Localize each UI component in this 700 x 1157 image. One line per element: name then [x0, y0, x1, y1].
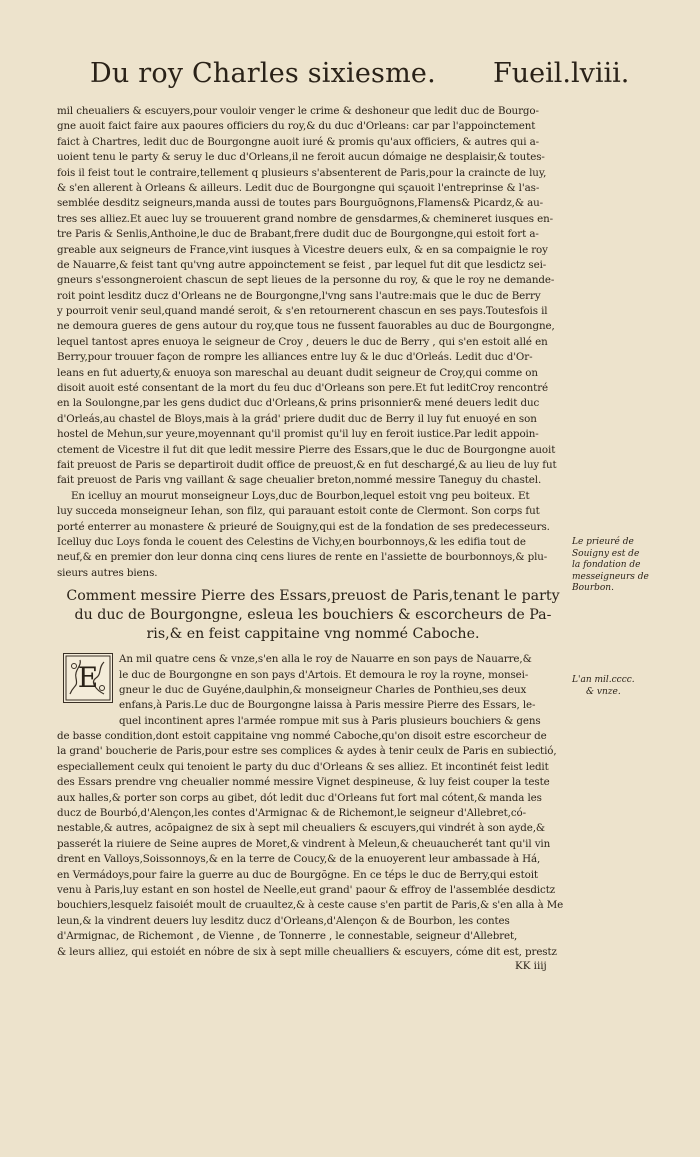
text-line: leans en fut aduerty,& enuoya son mareschal au deuant dudit seigneur de Croy,qui comme on	[57, 366, 538, 379]
text-line: d'Orleás,au chastel de Bloys,mais à la grád' priere dudit duc de Berry il luy fut enuoyé en son	[57, 412, 537, 425]
text-line: y pourroit venir seul,quand mandé seroit, & s'en retournerent chascun en ses pays.Toutesfois il	[57, 305, 548, 318]
catchword: KK iiij	[515, 959, 547, 972]
margin-note-line: la fondation de	[572, 560, 641, 570]
text-line: greable aux seigneurs de France,vint iusques à Vicestre deuers eulx, & en sa compaignie le roy	[57, 243, 548, 256]
text-block	[57, 104, 569, 975]
text-line: porté enterrer au monastere & prieuré de Souigny,qui est de la fondation de ses predecesseurs.	[57, 520, 550, 533]
text-line: d'Armignac, de Richemont , de Vienne , de Tonnerre , le connestable, seigneur d'Allebret,	[57, 930, 518, 943]
text-line: gne auoit faict faire aux paoures officiers du roy,& du duc d'Orleans: car par l'appoinctement	[57, 120, 536, 133]
text-line: sieurs autres biens.	[57, 566, 158, 579]
text-line: fait preuost de Paris se departiroit dudit office de preuost,& en fut deschargé,& au lieu de luy fut	[57, 458, 557, 471]
margin-note-souvigny	[572, 537, 664, 595]
text-line: ne demoura gueres de gens autour du roy,que tous ne fussent fauorables au duc de Bourgongne,	[57, 320, 555, 333]
text-line: mil cheualiers & escuyers,pour vouloir venger le crime & deshoneur que ledit duc de Bourgo-	[57, 105, 539, 117]
text-line: & s'en allerent à Orleans & ailleurs. Ledit duc de Bourgongne qui sçauoit l'entreprinse & l'as-	[57, 181, 540, 194]
text-line: An mil quatre cens & vnze,s'en alla le roy de Nauarre en son pays de Nauarre,&	[119, 653, 532, 666]
heading-line: ris,& en feist cappitaine vng nommé Caboche.	[146, 626, 480, 643]
text-line: gneurs s'essongneroient chascun de sept lieues de la personne du roy, & que le roy ne demande-	[57, 274, 555, 287]
text-line: roit point lesditz ducz d'Orleans ne de Bourgongne,l'vng sans l'autre:mais que le duc de Berry	[57, 289, 541, 302]
text-line: ctement de Vicestre il fut dit que ledit messire Pierre des Essars,que le duc de Bourgongne auoit	[57, 443, 556, 456]
catchword-row	[57, 960, 569, 975]
margin-note-line: Bourbon.	[572, 583, 614, 593]
text-line: fois il feist tout le contraire,tellement q plusieurs s'absenterent de Paris,pour la craincte de luy,	[57, 166, 547, 179]
text-line: Berry,pour trouuer façon de rompre les alliances entre luy & le duc d'Orleás. Ledit duc d'Or-	[57, 351, 533, 364]
paragraph-caboche	[57, 652, 569, 975]
initial-letter: E	[77, 661, 99, 695]
margin-note-year	[572, 675, 664, 698]
margin-note-line: Souigny est de	[572, 548, 640, 559]
text-line: semblée desditz seigneurs,manda aussi de toutes pars Bourguõgnons,Flamens& Picardz,& au-	[57, 197, 544, 210]
text-line: enfans,à Paris.Le duc de Bourgongne laissa à Paris messire Pierre des Essars, le-	[119, 699, 536, 712]
text-line: aux halles,& porter son corps au gibet, dót ledit duc d'Orleans fut fort mal cótent,& manda les	[57, 791, 542, 804]
decorated-initial	[63, 653, 113, 703]
heading-line: du duc de Bourgongne, esleua les bouchiers & escorcheurs de Pa-	[74, 607, 552, 624]
text-line: disoit auoit esté consentant de la mort du feu duc d'Orleans son pere.Et fut leditCroy rencontré	[57, 382, 549, 395]
text-line: lequel tantost apres enuoya le seigneur de Croy , deuers le duc de Berry , qui s'en estoit allé en	[57, 335, 548, 348]
text-line: drent en Valloys,Soissonnoys,& en la terre de Coucy,& de la enuoyerent leur ambassade à Há,	[57, 853, 541, 866]
text-line: uoient tenu le party & seruy le duc d'Orleans,il ne feroit aucun dómaige ne desplaisir,& toutes-	[57, 151, 545, 164]
text-line: de basse condition,dont estoit cappitaine vng nommé Caboche,qu'on disoit estre escorcheur de	[57, 730, 547, 743]
text-line: faict à Chartres, ledit duc de Bourgongne auoit iuré & promis qu'aux officiers, & autres qui a-	[57, 135, 540, 148]
chapter-heading	[57, 587, 569, 644]
text-line: venu à Paris,luy estant en son hostel de Neelle,eut grand' paour & effroy de l'assemblée desdictz	[57, 883, 556, 896]
running-title: Du roy Charles sixiesme.	[90, 58, 436, 89]
text-line: hostel de Mehun,sur yeure,moyennant qu'il promist qu'il luy en feroit iustice.Par ledit appoin-	[57, 428, 539, 441]
text-line: especiallement ceulx qui tenoient le party du duc d'Orleans & ses alliez. Et incontinét feist ledit	[57, 760, 549, 773]
paragraph-essars-preuost	[57, 104, 569, 489]
folio-number: Fueil.lviii.	[493, 58, 630, 89]
page-header	[0, 58, 700, 100]
text-line: neuf,& en premier don leur donna cinq cens liures de rente en l'assiette de bourbonnoys,& plu-	[57, 551, 548, 564]
text-line: fait preuost de Paris vng vaillant & sage cheualier breton,nommé messire Taneguy du chastel.	[57, 474, 542, 487]
text-line: nestable,& autres, acõpaignez de six à sept mil cheualiers & escuyers,qui vindrét à son ayde,&	[57, 822, 545, 835]
text-line: le duc de Bourgongne en son pays d'Artois. Et demoura le roy la royne, monsei-	[119, 668, 529, 681]
ornament-initial-icon	[64, 654, 112, 702]
margin-note-line: messeigneurs de	[572, 571, 649, 582]
text-line: en Vermádoys,pour faire la guerre au duc de Bourgõgne. En ce téps le duc de Berry,qui estoit	[57, 868, 538, 881]
text-line: la grand' boucherie de Paris,pour estre ses complices & aydes à tenir ceulx de Paris en subiectió,	[57, 745, 557, 758]
text-line: En icelluy an mourut monseigneur Loys,duc de Bourbon,lequel estoit vng peu boiteux. Et	[71, 489, 530, 502]
text-line: en la Soulongne,par les gens dudict duc d'Orleans,& prins prisonnier& mené deuers ledit duc	[57, 397, 540, 410]
text-line: des Essars prendre vng cheualier nommé messire Vignet despineuse, & luy feist couper la teste	[57, 776, 550, 789]
margin-note-line: & vnze.	[586, 686, 621, 697]
text-line: & leurs alliez, qui estoiét en nóbre de six à sept mille cheualliers & escuyers, cóme dit est, prestz	[57, 945, 557, 958]
text-line: de Nauarre,& feist tant qu'vng autre appoinctement se feist , par lequel fut dit que lesdictz sei-	[57, 258, 547, 271]
text-line: gneur le duc de Guyéne,daulphin,& monseigneur Charles de Ponthieu,ses deux	[119, 683, 527, 696]
text-line: tres ses alliez.Et auec luy se trouuerent grand nombre de gensdarmes,& chemineret iusques en-	[57, 212, 554, 225]
text-line: leun,& la vindrent deuers luy lesditz ducz d'Orleans,d'Alençon & de Bourbon, les contes	[57, 914, 510, 927]
margin-note-line: L'an mil.cccc.	[572, 675, 635, 685]
text-line: Icelluy duc Loys fonda le couent des Celestins de Vichy,en bourbonnoys,& les edifia tout de	[57, 535, 526, 548]
text-line: tre Paris & Senlis,Anthoine,le duc de Brabant,frere dudit duc de Bourgongne,qui estoit fort a-	[57, 228, 539, 241]
text-line: quel incontinent apres l'armée rompue mit sus à Paris plusieurs bouchiers & gens	[119, 714, 541, 727]
text-line: luy succeda monseigneur Iehan, son filz, qui parauant estoit conte de Clermont. Son corps fut	[57, 505, 540, 518]
heading-line: Comment messire Pierre des Essars,preuost de Paris,tenant le party	[66, 588, 560, 605]
paragraph-bourbon	[57, 489, 569, 581]
text-line: passerét la riuiere de Seine aupres de Moret,& vindrent à Meleun,& cheuaucherét tant qu'il vin	[57, 837, 551, 850]
text-line: bouchiers,lesquelz faisoiét moult de cruaultez,& à ceste cause s'en partit de Paris,& s'en alla à Me	[57, 899, 564, 912]
margin-note-line: Le prieuré de	[572, 537, 634, 547]
text-line: ducz de Bourbó,d'Alençon,les contes d'Armignac & de Richemont,le seigneur d'Allebret,có-	[57, 807, 526, 820]
